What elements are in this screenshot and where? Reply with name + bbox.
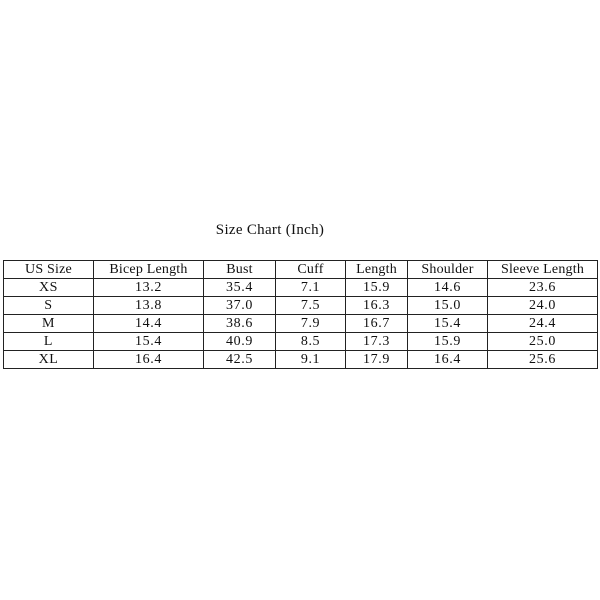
cell-bicep-length: 15.4 — [94, 333, 204, 351]
header-cuff: Cuff — [276, 261, 346, 279]
cell-cuff: 9.1 — [276, 351, 346, 369]
cell-sleeve-length: 24.4 — [488, 315, 598, 333]
cell-size: M — [4, 315, 94, 333]
size-chart-title: Size Chart (Inch) — [215, 222, 325, 238]
cell-bust: 38.6 — [204, 315, 276, 333]
cell-bicep-length: 16.4 — [94, 351, 204, 369]
cell-bust: 37.0 — [204, 297, 276, 315]
cell-bicep-length: 13.2 — [94, 279, 204, 297]
table-row — [4, 351, 598, 369]
cell-sleeve-length: 25.0 — [488, 333, 598, 351]
cell-length: 15.9 — [346, 279, 408, 297]
cell-size: XS — [4, 279, 94, 297]
cell-shoulder: 15.9 — [408, 333, 488, 351]
size-chart-table — [3, 260, 598, 369]
table-row — [4, 315, 598, 333]
header-length: Length — [346, 261, 408, 279]
header-row — [4, 261, 598, 279]
table-row — [4, 279, 598, 297]
header-sleeve-length: Sleeve Length — [488, 261, 598, 279]
cell-bust: 40.9 — [204, 333, 276, 351]
table-row — [4, 297, 598, 315]
cell-size: XL — [4, 351, 94, 369]
cell-length: 16.3 — [346, 297, 408, 315]
header-shoulder: Shoulder — [408, 261, 488, 279]
cell-sleeve-length: 25.6 — [488, 351, 598, 369]
table-row — [4, 333, 598, 351]
cell-shoulder: 15.4 — [408, 315, 488, 333]
cell-shoulder: 16.4 — [408, 351, 488, 369]
cell-length: 16.7 — [346, 315, 408, 333]
cell-length: 17.3 — [346, 333, 408, 351]
header-us-size: US Size — [4, 261, 94, 279]
cell-size: L — [4, 333, 94, 351]
cell-shoulder: 15.0 — [408, 297, 488, 315]
cell-cuff: 7.1 — [276, 279, 346, 297]
cell-length: 17.9 — [346, 351, 408, 369]
cell-size: S — [4, 297, 94, 315]
cell-bicep-length: 14.4 — [94, 315, 204, 333]
cell-cuff: 7.9 — [276, 315, 346, 333]
cell-bust: 42.5 — [204, 351, 276, 369]
cell-cuff: 8.5 — [276, 333, 346, 351]
cell-sleeve-length: 23.6 — [488, 279, 598, 297]
header-bicep-length: Bicep Length — [94, 261, 204, 279]
cell-shoulder: 14.6 — [408, 279, 488, 297]
cell-cuff: 7.5 — [276, 297, 346, 315]
header-bust: Bust — [204, 261, 276, 279]
cell-sleeve-length: 24.0 — [488, 297, 598, 315]
cell-bust: 35.4 — [204, 279, 276, 297]
cell-bicep-length: 13.8 — [94, 297, 204, 315]
